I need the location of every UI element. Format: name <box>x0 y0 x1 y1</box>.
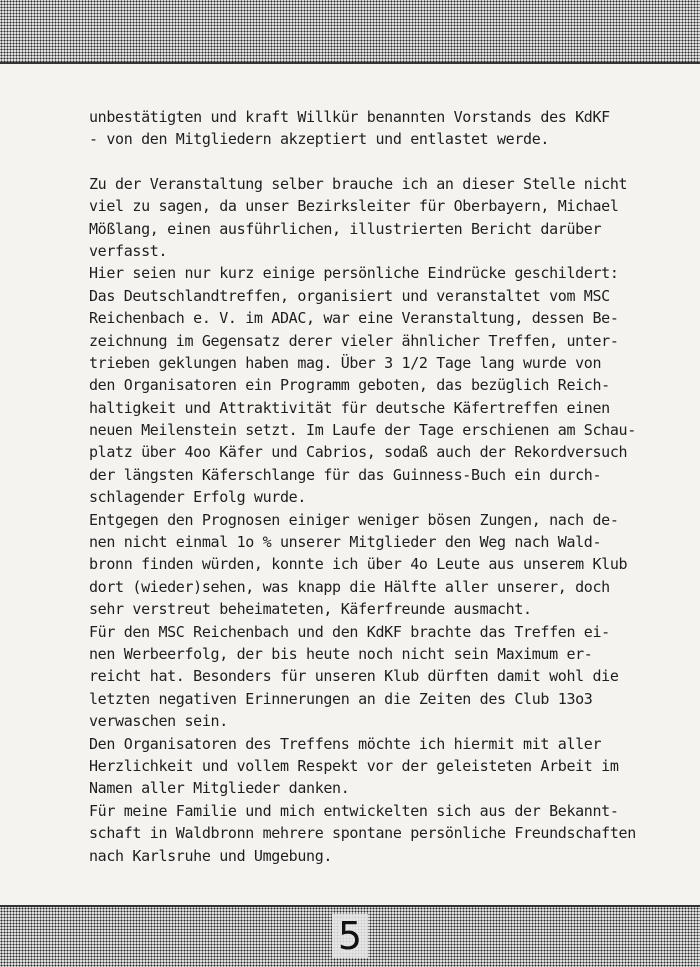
page-number-container <box>0 914 700 958</box>
text-line: verfasst. <box>89 241 168 260</box>
text-line: Das Deutschlandtreffen, organisiert und veranstaltet vom MSC <box>89 286 610 305</box>
text-line: Mößlang, einen ausführlichen, illustrierten Bericht darüber <box>89 219 602 238</box>
text-line: reicht hat. Besonders für unseren Klub dürften damit wohl die <box>89 667 619 686</box>
text-line: den Organisatoren ein Programm geboten, das bezüglich Reich- <box>89 376 610 395</box>
text-line: Namen aller Mitglieder danken. <box>89 779 350 798</box>
text-line: schlagender Erfolg wurde. <box>89 488 307 507</box>
text-line: schaft in Waldbronn mehrere spontane persönliche Freundschaften <box>89 824 636 843</box>
text-line: platz über 4oo Käfer und Cabrios, sodaß auch der Rekordversuch <box>89 443 628 462</box>
text-line: dort (wieder)sehen, was knapp die Hälfte aller unserer, doch <box>89 577 610 596</box>
text-line: Zu der Veranstaltung selber brauche ich an dieser Stelle nicht <box>89 174 628 193</box>
text-line: verwaschen sein. <box>89 712 228 731</box>
text-line: nach Karlsruhe und Umgebung. <box>89 846 333 865</box>
text-line: nen Werbeerfolg, der bis heute noch nicht sein Maximum er- <box>89 644 593 663</box>
paragraph <box>89 106 669 151</box>
text-line: bronn finden würden, konnte ich über 4o Leute aus unserem Klub <box>89 555 628 574</box>
text-line: sehr verstreut beheimateten, Käferfreunde ausmacht. <box>89 600 532 619</box>
text-line: Hier seien nur kurz einige persönliche Eindrücke geschildert: <box>89 264 619 283</box>
text-line: Reichenbach e. V. im ADAC, war eine Veranstaltung, dessen Be- <box>89 309 619 328</box>
text-line: haltigkeit und Attraktivität für deutsche Käfertreffen einen <box>89 398 610 417</box>
document-body <box>89 106 669 867</box>
text-line: Für meine Familie und mich entwickelten sich aus der Bekannt- <box>89 801 619 820</box>
page-number: 5 <box>332 914 368 958</box>
text-line: Herzlichkeit und vollem Respekt vor der geleisteten Arbeit im <box>89 756 619 775</box>
text-line: - von den Mitgliedern akzeptiert und entlastet werde. <box>89 130 550 149</box>
paragraph-gap <box>89 151 669 173</box>
text-line: Den Organisatoren des Treffens möchte ich hiermit mit aller <box>89 734 602 753</box>
paragraph <box>89 173 669 867</box>
text-line: nen nicht einmal 1o % unserer Mitglieder den Weg nach Wald- <box>89 533 602 552</box>
text-line: Entgegen den Prognosen einiger weniger bösen Zungen, nach de- <box>89 510 619 529</box>
text-line: Für den MSC Reichenbach und den KdKF brachte das Treffen ei- <box>89 622 610 641</box>
top-band-edge <box>0 62 700 64</box>
text-line: der längsten Käferschlange für das Guinness-Buch ein durch- <box>89 465 602 484</box>
text-line: trieben geklungen haben mag. Über 3 1/2 Tage lang wurde von <box>89 353 602 372</box>
text-line: zeichnung im Gegensatz derer vieler ähnlicher Treffen, unter- <box>89 331 619 350</box>
text-line: letzten negativen Erinnerungen an die Zeiten des Club 13o3 <box>89 689 593 708</box>
text-line: unbestätigten und kraft Willkür benannten Vorstands des KdKF <box>89 108 610 126</box>
text-line: viel zu sagen, da unser Bezirksleiter für Oberbayern, Michael <box>89 197 619 216</box>
text-line: neuen Meilenstein setzt. Im Laufe der Tage erschienen am Schau- <box>89 421 636 440</box>
top-halftone-band <box>0 0 700 62</box>
